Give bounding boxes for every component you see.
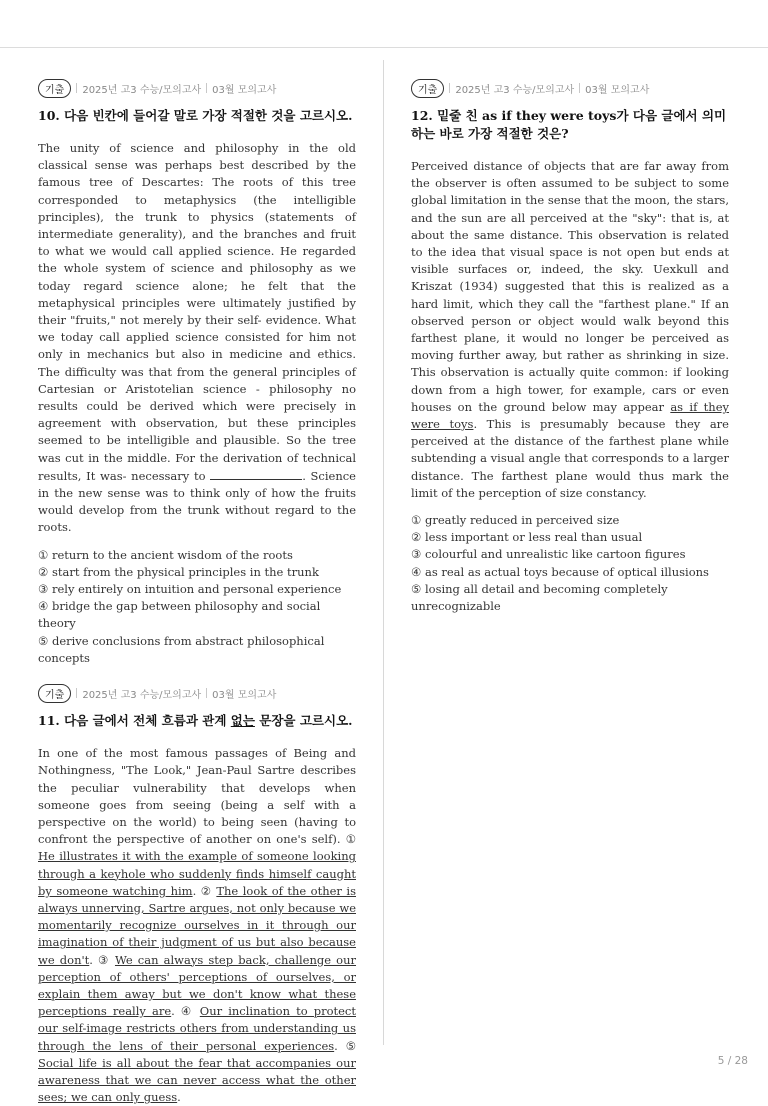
sentence-5: Social life is all about the fear that accompanies our awareness that we can never access what the other sees; we can only guess <box>38 1055 356 1105</box>
question-10 <box>38 78 356 667</box>
passage-intro: In one of the most famous passages of Being and Nothingness, "The Look," Jean-Paul Sartre describes the peculiar vulnerability that develops when someone goes from seeing (being a self with a perspective on the world) to being seen (having to confront the perspective of another on one's self). <box>38 746 356 847</box>
question-12 <box>411 78 729 615</box>
choice-4: ④ bridge the gap between philosophy and social theory <box>38 599 321 631</box>
passage-text: . This is presumably because they are perceived at the distance of the farthest plane while subtending a visual angle that corresponds to a larger distance. The farthest plane would thus mark the limit of the perception of size constancy. <box>411 417 729 500</box>
choice-4: ④ as real as actual toys because of optical illusions <box>411 564 709 579</box>
sentence-4: Our inclination to protect our self-image restricts others from understanding us through the lens of their personal experiences <box>38 1004 356 1053</box>
sentence-3: We can always step back, challenge our perception of others' perceptions of ourselves, or explain them away but we don't know what these perceptions really are <box>38 952 357 1019</box>
passage-text: . Science in the new sense was to think only of how the fruits would develop from the trunk without regard to the roots. <box>38 468 356 535</box>
question-title <box>38 712 356 730</box>
choice-2: ② start from the physical principles in the trunk <box>38 564 319 579</box>
marker-1: ① <box>345 832 356 847</box>
choice-1: ① return to the ancient wisdom of the roots <box>38 547 293 562</box>
meta-separator <box>206 688 207 698</box>
choice-1: ① greatly reduced in perceived size <box>411 513 620 528</box>
question-title: 12. 밑줄 친 as if they were toys가 다음 글에서 의미하는 바로 가장 적절한 것은? <box>411 108 727 141</box>
exam-source: 2025년 고3 수능/모의고사 <box>82 84 202 96</box>
answer-choices <box>38 547 356 667</box>
marker-4: . ④ <box>171 1004 200 1019</box>
choice-3: ③ colourful and unrealistic like cartoon figures <box>411 547 686 562</box>
answer-choices <box>411 512 729 615</box>
past-exam-badge: 기출 <box>38 79 71 98</box>
question-passage <box>38 745 356 1106</box>
choice-3: ③ rely entirely on intuition and personal experience <box>38 582 342 597</box>
underlined-phrase: as if they were toys <box>411 399 729 432</box>
meta-separator <box>206 83 207 93</box>
meta-separator <box>449 83 450 93</box>
exam-month: 03월 모의고사 <box>585 84 650 96</box>
title-text: 문장을 고르시오. <box>254 713 353 729</box>
left-column <box>38 78 356 1106</box>
passage-text: Perceived distance of objects that are far away from the observer is often assumed to be subject to some global limitation in the sense that the moon, the stars, and the sun are all perceived at the "sky": that is, at about the same distance. This observation is related to the idea that visual space is not open but ends at visible surfaces or, indeed, the sky. Uexkull and Kriszat (1934) suggested that this is realized as a hard limit, which they call the "farthest plane." If an observed person or object would walk beyond this farthest plane, it would no longer be perceived as moving further away, but rather as shrinking in size. This observation is actually quite common: if looking down from a high tower, for example, cars or even houses on the ground below may appear <box>411 159 729 414</box>
past-exam-badge: 기출 <box>411 79 444 98</box>
exam-month: 03월 모의고사 <box>212 84 277 96</box>
page-number: 5 / 28 <box>717 1055 748 1067</box>
exam-source: 2025년 고3 수능/모의고사 <box>455 84 575 96</box>
sentence-1: He illustrates it with the example of someone looking through a keyhole who suddenly finds himself caught by someone watching him <box>38 849 356 898</box>
marker-5: . ⑤ <box>334 1038 357 1053</box>
column-divider <box>383 60 384 1045</box>
choice-2: ② less important or less real than usual <box>411 530 643 545</box>
header-rule <box>0 47 768 48</box>
question-title: 10. 다음 빈칸에 들어갈 말로 가장 적절한 것을 고르시오. <box>38 108 353 123</box>
marker-2: . ② <box>192 883 217 898</box>
exam-month: 03월 모의고사 <box>212 689 277 701</box>
meta-separator <box>76 688 77 698</box>
question-meta <box>38 683 356 703</box>
question-meta <box>411 78 729 98</box>
marker-3: . ③ <box>89 952 115 967</box>
past-exam-badge: 기출 <box>38 684 71 703</box>
question-passage <box>38 140 356 537</box>
choice-5: ⑤ derive conclusions from abstract philosophical concepts <box>38 633 325 665</box>
choice-5: ⑤ losing all detail and becoming completely unrecognizable <box>411 581 668 614</box>
meta-separator <box>579 83 580 93</box>
sentence-2: The look of the other is always unnerving, Sartre argues, not only because we momentarily recognize ourselves in it through our imagination of their judgment of us but also because we don't <box>38 883 356 967</box>
exam-source: 2025년 고3 수능/모의고사 <box>82 689 202 701</box>
title-text: 11. 다음 글에서 전체 흐름과 관계 <box>38 713 231 729</box>
answer-blank <box>210 467 302 480</box>
right-column <box>411 78 729 615</box>
meta-separator <box>76 83 77 93</box>
question-11 <box>38 683 356 1106</box>
question-passage <box>411 158 729 502</box>
passage-text: The unity of science and philosophy in the old classical sense was perhaps best described by the famous tree of Descartes: The roots of this tree corresponded to metaphysics (the intelligible principles), the trunk to physics (statements of intermediate generality), and the branches and fruit to what we would call applied science. He regarded the whole system of science and philosophy as we today regard science alone; he felt that the metaphysical principles were ultimately justified by their "fruits," not merely by their self- evidence. What we today call applied science consisted for him not only in mechanics but also in medicine and ethics. The difficulty was that from the general principles of Cartesian or Aristotelian science - philosophy no results could be derived which were precisely in agreement with observation, but these principles seemed to be intelligible and plausible. So the tree was cut in the middle. For the derivation of technical results, It was- necessary to <box>38 141 356 483</box>
section-gap <box>38 667 356 683</box>
passage-end: . <box>177 1090 181 1105</box>
question-meta <box>38 78 356 98</box>
title-emphasis: 없는 <box>230 713 255 729</box>
